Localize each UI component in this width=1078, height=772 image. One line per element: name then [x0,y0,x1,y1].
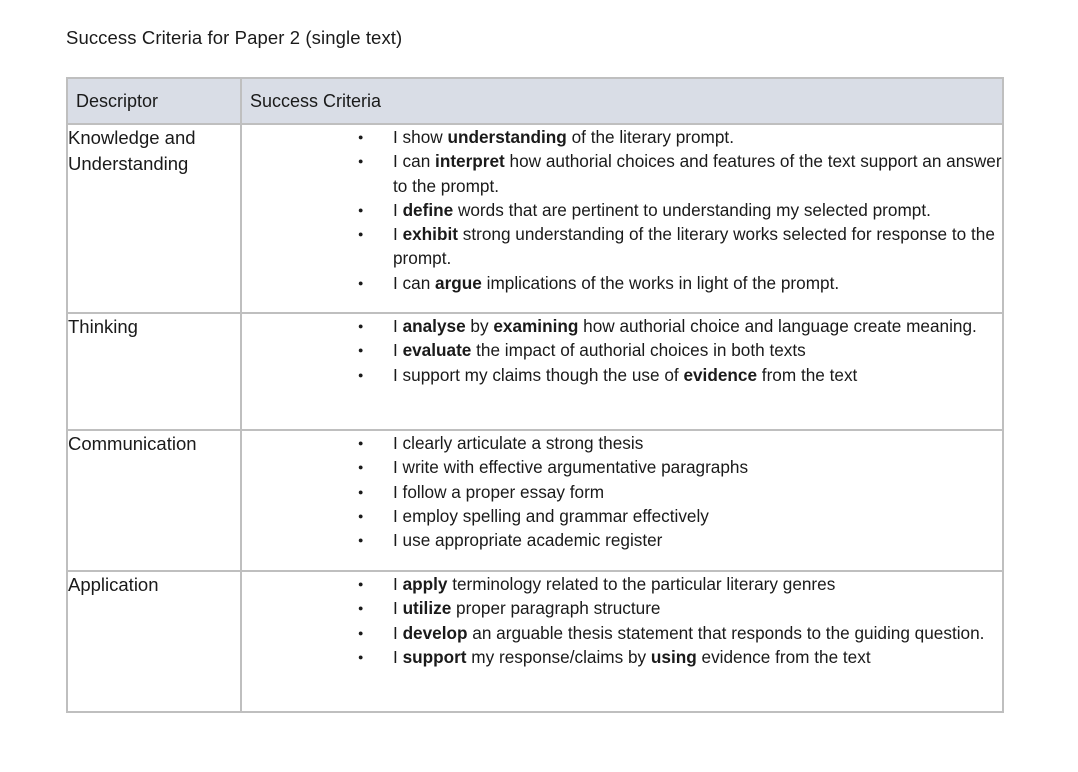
criteria-keyword: argue [435,272,482,293]
criteria-text: how authorial choices and features of the text support an answer to the prompt. [393,151,1002,196]
criteria-item [242,271,1002,295]
criteria-item [242,363,1002,387]
criteria-item [242,504,1002,528]
criteria-text: I [393,224,403,245]
criteria-list [242,314,1002,387]
criteria-item [242,222,1002,271]
criteria-text: I [393,574,403,594]
criteria-text: how authorial choice and language create meaning. [578,316,977,336]
criteria-item [242,621,1002,645]
criteria-cell [241,571,1003,712]
criteria-text: I [393,199,403,220]
criteria-text: my response/claims by [466,646,651,667]
criteria-text: I employ spelling and grammar effectively [393,505,709,526]
criteria-item [242,338,1002,362]
criteria-list [242,431,1002,552]
criteria-keyword: exhibit [402,224,458,245]
table-row [67,430,1003,571]
criteria-keyword: evaluate [402,340,472,361]
descriptor-cell: Communication [67,430,241,571]
criteria-cell [241,124,1003,313]
criteria-keyword: using [650,646,697,667]
criteria-text: from the text [757,364,858,385]
header-descriptor: Descriptor [67,78,241,124]
criteria-text: by [465,316,494,336]
table-row [67,571,1003,712]
criteria-text: an arguable thesis statement that responds to the guiding question. [467,622,985,643]
descriptor-cell: Application [67,571,241,712]
criteria-keyword: develop [402,622,468,643]
header-success-criteria: Success Criteria [241,78,1003,124]
criteria-keyword: interpret [435,151,505,172]
criteria-keyword: examining [493,316,579,336]
criteria-cell [241,313,1003,430]
criteria-text: I clearly articulate a strong thesis [393,433,644,453]
criteria-list [242,572,1002,669]
criteria-item [242,431,1002,455]
criteria-text: I support my claims though the use of [393,364,684,385]
criteria-item [242,149,1002,198]
criteria-item [242,455,1002,479]
criteria-text: proper paragraph structure [451,598,661,619]
criteria-keyword: evidence [683,364,758,385]
criteria-text: I can [393,272,436,293]
table-row [67,313,1003,430]
criteria-keyword: support [402,646,467,667]
criteria-cell [241,430,1003,571]
table-row [67,124,1003,313]
criteria-text: I write with effective argumentative paragraphs [393,457,749,478]
document-title: Success Criteria for Paper 2 (single text) [66,27,403,48]
criteria-text: the impact of authorial choices in both texts [471,340,806,361]
descriptor-cell: Thinking [67,313,241,430]
criteria-item [242,572,1002,596]
criteria-keyword: apply [402,574,448,594]
criteria-text: I use appropriate academic register [393,530,663,551]
criteria-list [242,125,1002,295]
criteria-text: of the literary prompt. [566,127,734,147]
criteria-item [242,645,1002,669]
criteria-text: terminology related to the particular literary genres [447,574,836,594]
criteria-text: I [393,598,403,619]
criteria-keyword: understanding [447,127,567,147]
criteria-item [242,480,1002,504]
criteria-item [242,198,1002,222]
criteria-item [242,596,1002,620]
criteria-text: evidence from the text [696,646,871,667]
table-header-row [67,78,1003,124]
criteria-keyword: define [402,199,454,220]
criteria-text: I follow a proper essay form [393,481,605,502]
criteria-text: I show [393,127,448,147]
criteria-text: I [393,316,403,336]
criteria-text: words that are pertinent to understanding my selected prompt. [453,199,931,220]
criteria-text: strong understanding of the literary works selected for response to the prompt. [393,224,995,269]
criteria-item [242,125,1002,149]
criteria-keyword: analyse [402,316,466,336]
criteria-item [242,314,1002,338]
criteria-text: implications of the works in light of the prompt. [481,272,840,293]
criteria-text: I can [393,151,436,172]
descriptor-cell: Knowledge and Understanding [67,124,241,313]
criteria-text: I [393,340,403,361]
criteria-item [242,528,1002,552]
criteria-text: I [393,646,403,667]
criteria-keyword: utilize [402,598,452,619]
success-criteria-table [66,77,1004,713]
criteria-text: I [393,622,403,643]
